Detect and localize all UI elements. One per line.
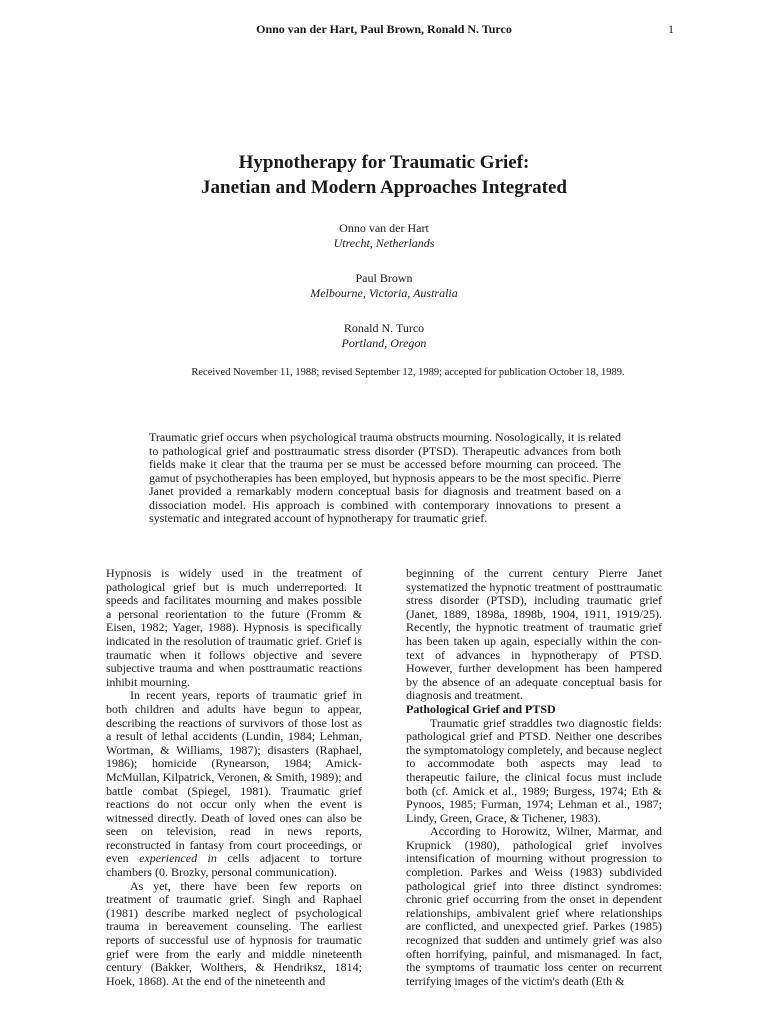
paragraph: Traumatic grief straddles two diagnostic fields: pathological grief and PTSD. Neither one describes the symptomatology completely, and because neglect to accommodate both aspects may lead to therapeutic failure, the clinical focus must include both (cf. Amick et al., 1989; Burgess, 1974; Eth & Pynoos, 1985; Furman, 1974; Lehman et al., 1987; Lindy, Green, Grace, & Tichener, 1983). — [406, 715, 662, 825]
paragraph: beginning of the current century Pierre Janet systematized the hypnotic treatment of posttraumatic stress disorder (PTSD), including traumatic grief (Janet, 1889, 1898a, 1898b, 1904, 1911, 1919/25). Recently, the hypnotic treatment of traumatic grief has been taken up again, especially within the con-text of advances in hypnotherapy of PTSD. However, further development has been hampered by the absence of an adequate conceptual basis for diagnosis and treatment. — [406, 566, 662, 703]
author-block — [0, 321, 768, 351]
left-column — [106, 567, 362, 988]
paragraph-text: In recent years, reports of traumatic grief in both children and adults have begun to appear, describing the reactions of survivors of those lost as a result of lethal accidents (Lundin, 1984; Lehman, Wortman, & Williams, 1987); disasters (Raphael, 1986); homicide (Rynearson, 1984; Amick-McMullan, Kilpatrick, Veronen, & Smith, 1989); and battle combat (Spiegel, 1981). Traumatic grief reactions do not occur only when the event is witnessed directly. Death of loved ones can also be seen on television, read in news reports, reconstructed in fantasy from court proceedings, or even — [106, 688, 362, 866]
abstract: Traumatic grief occurs when psychological trauma obstructs mourning. Nosologically, it is related to pathological grief and posttraumatic stress disorder (PTSD). Therapeutic advances from both fields make it clear that the trauma per se must be accessed before mourning can proceed. The gamut of psychotherapies has been employed, but hypnosis appears to be the most specific. Pierre Janet provided a remarkably modern conceptual basis for diagnosis and treatment based on a dissociation model. His approach is combined with contemporary innovations to present a systematic and integrated account of hypnotherapy for traumatic grief. — [149, 430, 621, 525]
page-number: 1 — [668, 22, 674, 36]
right-column — [406, 567, 662, 988]
paragraph: As yet, there have been few reports on treatment of traumatic grief. Singh and Raphael (1981) describe marked neglect of psychological trauma in bereavement counseling. The earliest reports of successful use of hypnosis for traumatic grief were from the early and middle nineteenth century (Bakker, Wolthers, & Hendriksz, 1814; Hoek, 1868). At the end of the nineteenth and — [106, 878, 362, 988]
author-affiliation: Utrecht, Netherlands — [333, 236, 435, 250]
received-dates: Received November 11, 1988; revised September 12, 1989; accepted for publication October 18, 1989. — [191, 367, 625, 378]
title-line-2: Janetian and Modern Approaches Integrated — [201, 177, 567, 198]
author-block — [0, 271, 768, 301]
paragraph — [106, 689, 362, 879]
section-heading: Pathological Grief and PTSD — [406, 701, 556, 716]
author-affiliation: Melbourne, Victoria, Australia — [310, 286, 458, 300]
paragraph: Hypnosis is widely used in the treatment of pathological grief but is much underreported. It speeds and facilitates mourning and makes possible a personal reorientation to the future (Fromm & Eisen, 1982; Yager, 1988). Hypnosis is specifically indicated in the resolution of traumatic grief. Grief is traumatic when it follows objective and severe subjective trauma and when posttraumatic reactions inhibit mourning. — [106, 566, 362, 689]
author-block — [0, 221, 768, 251]
author-name: Paul Brown — [355, 271, 413, 285]
author-name: Ronald N. Turco — [343, 321, 425, 335]
italic-phrase: experienced in — [139, 851, 217, 866]
paragraph: According to Horowitz, Wilner, Marmar, and Krupnick (1980), pathological grief involves intensification of mourning without progression to completion. Parkes and Weiss (1983) subdivided pathological grief into three distinct syndromes: chronic grief occurring from the onset in dependent relationships, ambivalent grief where relationships are conflicted, and unexpected grief. Parkes (1985) recognized that sudden and untimely grief was also often horrifying, painful, and mismanaged. In fact, the symptoms of traumatic loss center on recurrent terrifying images of the victim's death (Eth & — [406, 824, 662, 988]
title-block — [0, 150, 768, 351]
title-line-1: Hypnotherapy for Traumatic Grief: — [238, 152, 530, 173]
author-affiliation: Portland, Oregon — [341, 336, 427, 350]
author-name: Onno van der Hart — [339, 221, 429, 235]
paragraph-text: cells adjacent to torture chambers (0. Brozky, personal communication). — [106, 851, 363, 880]
running-head: Onno van der Hart, Paul Brown, Ronald N. Turco — [256, 22, 512, 36]
